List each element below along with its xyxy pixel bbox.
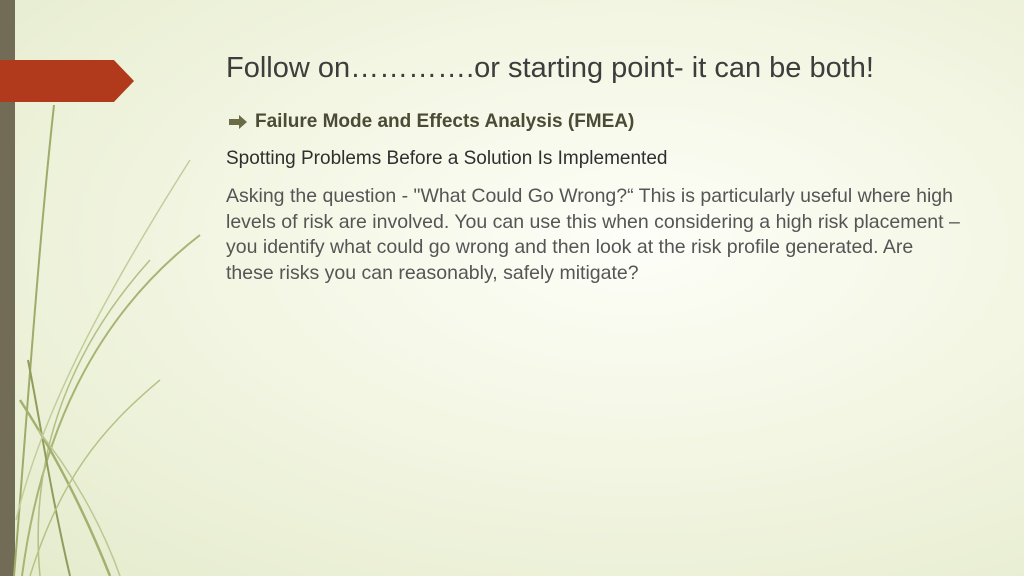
bullet-item	[228, 111, 634, 133]
slide-subtitle: Spotting Problems Before a Solution Is Implemented	[226, 148, 668, 169]
arrow-bullet-icon	[228, 115, 248, 129]
body-paragraph: Asking the question - "What Could Go Wrong?“ This is particularly useful where high levels of risk are involved. You can use this when considering a high risk placement – you identify what could go wrong and then look at the risk profile generated. Are these risks you can reasonably, safely mitigate?	[226, 185, 960, 284]
slide-title: Follow on………….or starting point- it can be both!	[226, 52, 874, 84]
bullet-text: Failure Mode and Effects Analysis (FMEA)	[255, 111, 635, 132]
title-accent-tab	[0, 60, 134, 102]
